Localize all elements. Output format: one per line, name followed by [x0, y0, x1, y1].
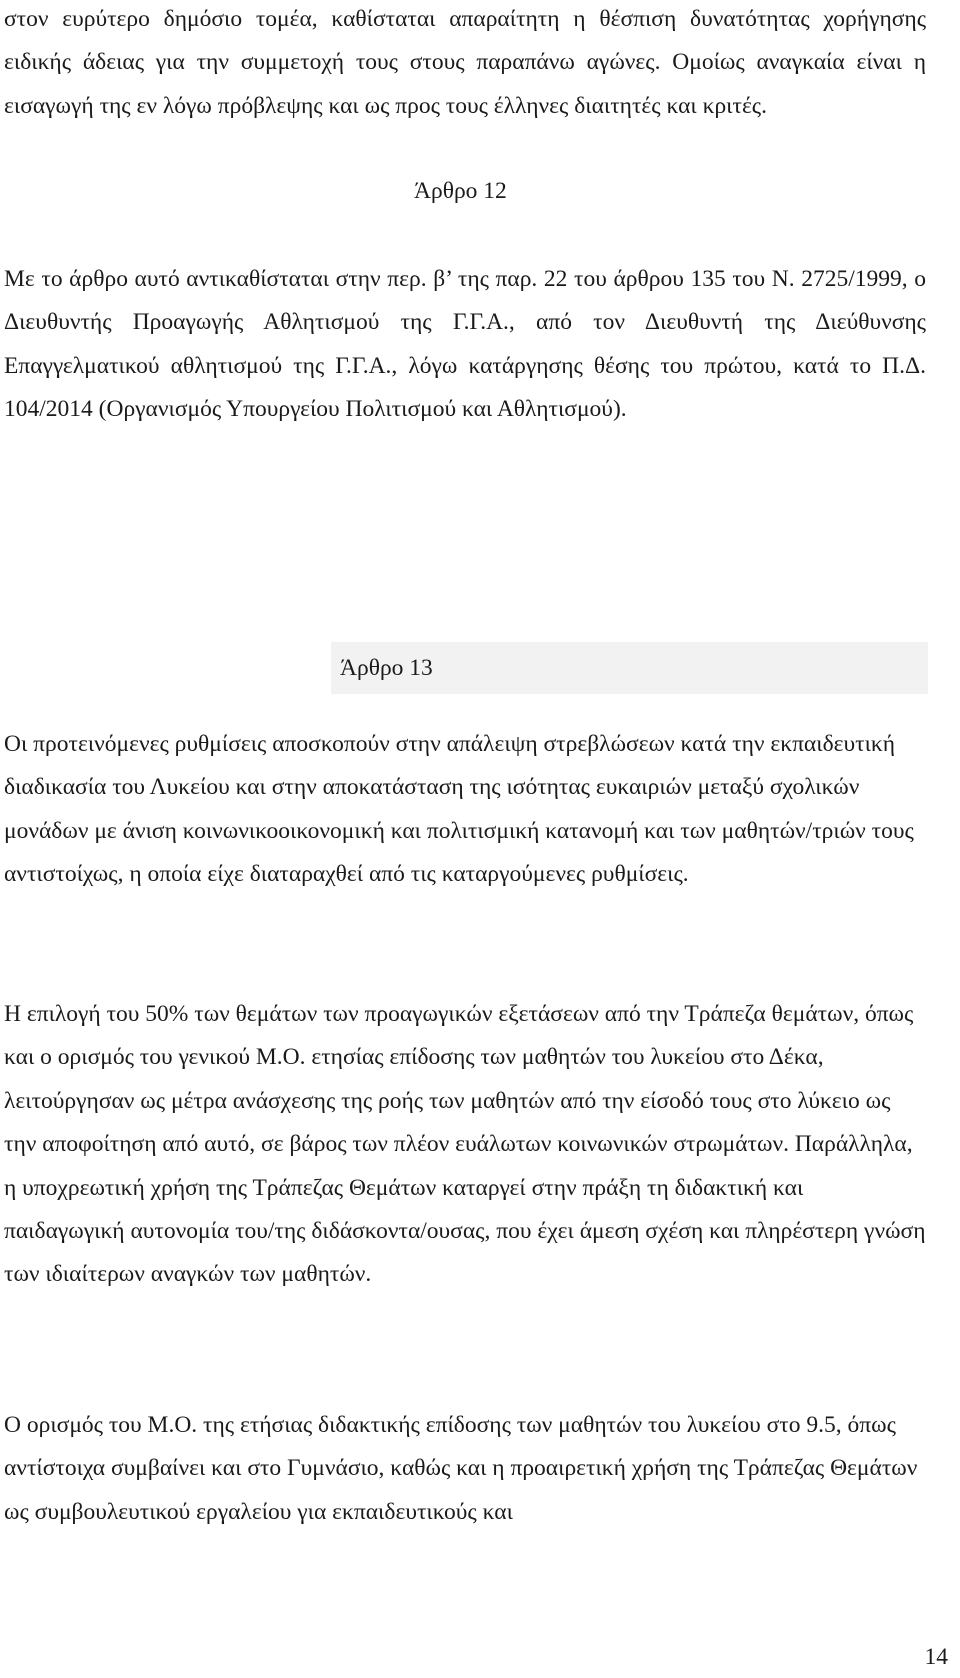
article-13-paragraph-1: Οι προτεινόμενες ρυθμίσεις αποσκοπούν στην απάλειψη στρεβλώσεων κατά την εκπαιδευτική διαδικασία του Λυκείου και στην αποκατάσταση της ισότητας ευκαιριών μεταξύ σχολικών μονάδων με άνιση κοινωνικοοικονομική και πολιτισμική κατανομή και των μαθητών/τριών τους αντιστοίχως, η οποία είχε διαταραχθεί από τις καταργούμενες ρυθμίσεις. — [4, 731, 914, 888]
intro-paragraph: στον ευρύτερο δημόσιο τομέα, καθίσταται απαραίτητη η θέσπιση δυνατότητας χορήγησης ειδικής άδειας για την συμμετοχή τους στους παραπάνω αγώνες. Ομοίως αναγκαία είναι η εισαγωγή της εν λόγω πρόβλεψης και ως προς τους έλληνες διαιτητές και κριτές. — [4, 6, 926, 119]
article-13-paragraph-2: Η επιλογή του 50% των θεμάτων των προαγωγικών εξετάσεων από την Τράπεζα θεμάτων, όπως και ο ορισμός του γενικού Μ.Ο. ετησίας επίδοσης των μαθητών του λυκείου στο Δέκα, λειτούργησαν ως μέτρα ανάσχεσης της ροής των μαθητών από την είσοδό τους στο λύκειο ως την αποφοίτηση από αυτό, σε βάρος των πλέον ευάλωτων κοινωνικών στρωμάτων. Παράλληλα, η υποχρεωτική χρήση της Τράπεζας Θεμάτων καταργεί στην πράξη τη διδακτική και παιδαγωγική αυτονομία του/της διδάσκοντα/ουσας, που έχει άμεση σχέση και πληρέστερη γνώση των ιδιαίτερων αναγκών των μαθητών. — [4, 1001, 926, 1288]
page-number: 14 — [924, 1644, 948, 1670]
article-12-body: Με το άρθρο αυτό αντικαθίσταται στην περ. β’ της παρ. 22 του άρθρου 135 του Ν. 2725/1999, ο Διευθυντής Προαγωγής Αθλητισμού της Γ.Γ.Α., από τον Διευθυντή της Διεύθυνσης Επαγγελματικού αθλητισμού της Γ.Γ.Α., λόγω κατάργησης θέσης του πρώτου, κατά το Π.Δ. 104/2014 (Οργανισμός Υπουργείου Πολιτισμού και Αθλητισμού). — [4, 266, 926, 423]
article-12-heading: Άρθρο 12 — [414, 178, 507, 204]
article-13-heading: Άρθρο 13 — [340, 655, 433, 681]
article-13-paragraph-3: Ο ορισμός του Μ.Ο. της ετήσιας διδακτικής επίδοσης των μαθητών του λυκείου στο 9.5, όπως αντίστοιχα συμβαίνει και στο Γυμνάσιο, καθώς και η προαιρετική χρήση της Τράπεζας Θεμάτων ως συμβουλευτικού εργαλείου για εκπαιδευτικούς και — [4, 1412, 918, 1525]
